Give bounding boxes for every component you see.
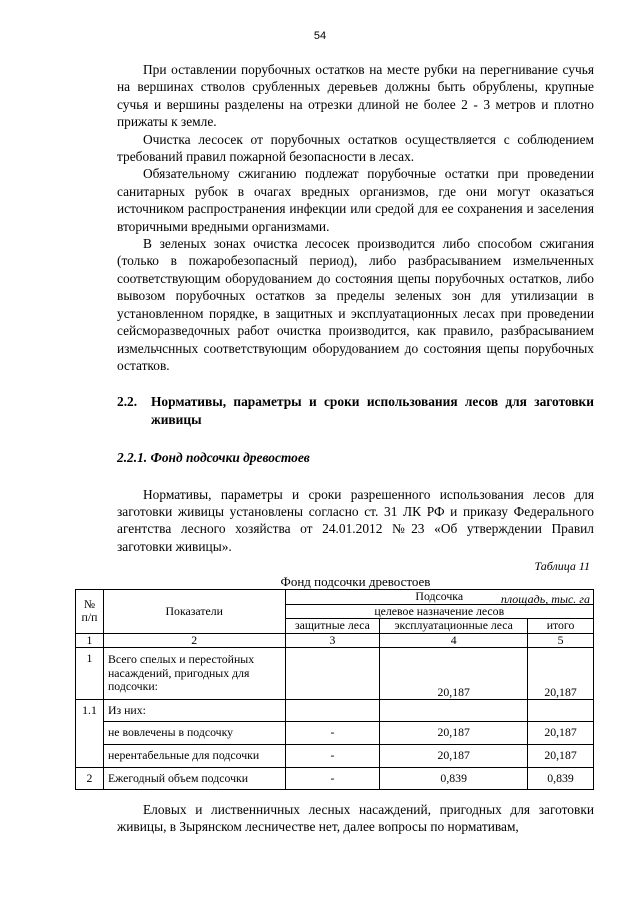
row-protective — [285, 648, 380, 700]
header-tapping: Подсочка — [285, 590, 594, 605]
table-row — [76, 722, 594, 745]
row-exploitation: 20,187 — [380, 745, 528, 768]
paragraph-residue-rotting: При оставлении порубочных остатков на месте рубки на перегнивание сучья на вершинах стволов срубленных деревьев должны быть обрублены, крупные сучья и вершины разделены на отрезки длиной не более 2 - 3 метров и плотно прижаты к земле. — [117, 62, 594, 130]
row-total: 0,839 — [528, 768, 594, 790]
row-name: не вовлечены в подсочку — [103, 722, 285, 745]
table-number: Таблица 11 — [534, 559, 590, 574]
row-total: 20,187 — [528, 745, 594, 768]
column-number: 5 — [528, 633, 594, 648]
tapping-fund-table — [75, 589, 594, 790]
header-num: № п/п — [76, 590, 104, 634]
header-protective: защитные леса — [285, 619, 380, 634]
row-num: 2 — [76, 768, 104, 790]
paragraph-clearing-rules: Очистка лесосек от порубочных остатков осуществляется с соблюдением требований правил пожарной безопасности в лесах. — [117, 131, 594, 165]
final-text — [117, 801, 594, 836]
subsection-heading: 2.2.1. Фонд подсочки древостоев — [117, 450, 310, 466]
paragraph-decree: Нормативы, параметры и сроки разрешенного использования лесов для заготовки живицы установлены согласно ст. 31 ЛК РФ и приказу Федерального агентства лесного хозяйства от 24.01.2012 №23 «Об утверждении Правил заготовки живицы». — [117, 486, 594, 554]
row-exploitation: 0,839 — [380, 768, 528, 790]
table-title: Фонд подсочки древостоев — [280, 574, 431, 590]
row-exploitation: 20,187 — [380, 722, 528, 745]
section-title: Нормативы, параметры и сроки использования лесов для заготовки живицы — [151, 394, 594, 427]
row-total — [528, 700, 594, 722]
table-row — [76, 745, 594, 768]
section-number: 2.2. — [117, 394, 138, 410]
row-exploitation — [380, 700, 528, 722]
row-protective — [285, 700, 380, 722]
paragraph-mandatory-burning: Обязательному сжиганию подлежат порубочные остатки при проведении санитарных рубок в очагах вредных организмов, где они могут оказаться источником распространения инфекции или средой для ее сохранения и заселения вторичными вредными организмами. — [117, 166, 594, 234]
table-row — [76, 768, 594, 790]
row-num: 1.1 — [76, 700, 104, 768]
paragraph-no-spruce: Еловых и лиственничных лесных насаждений, пригодных для заготовки живицы, в Зырянском лесничестве нет, далее вопросы по нормативам, — [117, 802, 594, 835]
section-heading — [117, 393, 594, 428]
row-name: Всего спелых и перестойных насаждений, пригодных для подсочки: — [103, 648, 285, 700]
column-number: 1 — [76, 633, 104, 648]
header-indicators: Показатели — [103, 590, 285, 634]
row-name: Из них: — [103, 700, 285, 722]
row-protective: - — [285, 722, 380, 745]
column-number: 3 — [285, 633, 380, 648]
body-text — [117, 61, 594, 607]
table-units: площадь, тыс. га — [500, 592, 590, 607]
row-total: 20,187 — [528, 648, 594, 700]
row-num: 1 — [76, 648, 104, 700]
row-protective: - — [285, 745, 380, 768]
column-number: 2 — [103, 633, 285, 648]
row-total: 20,187 — [528, 722, 594, 745]
row-exploitation: 20,187 — [380, 648, 528, 700]
header-exploitation: эксплуатационные леса — [380, 619, 528, 634]
column-number: 4 — [380, 633, 528, 648]
row-protective: - — [285, 768, 380, 790]
table-row — [76, 648, 594, 700]
header-purpose: целевое назначение лесов — [285, 604, 594, 619]
header-total: итого — [528, 619, 594, 634]
paragraph-green-zones: В зеленых зонах очистка лесосек производится либо способом сжигания (только в пожаробезопасный период), либо разбрасыванием измельченных соответствующим оборудованием до состояния щепы порубочных остатков, либо вывозом порубочных остатков за пределы зеленых зон для утилизации в установленном порядке, в защитных и эксплуатационных лесах при проведении сейсморазведочных работ очистка производится, как правило, разбрасыванием измельчснных соответствующим оборудованием до состояния щепы порубочных остатков. — [117, 236, 594, 373]
page-number: 54 — [313, 30, 327, 42]
row-name: Ежегодный объем подсочки — [103, 768, 285, 790]
row-name: нерентабельные для подсочки — [103, 745, 285, 768]
table-row — [76, 700, 594, 722]
